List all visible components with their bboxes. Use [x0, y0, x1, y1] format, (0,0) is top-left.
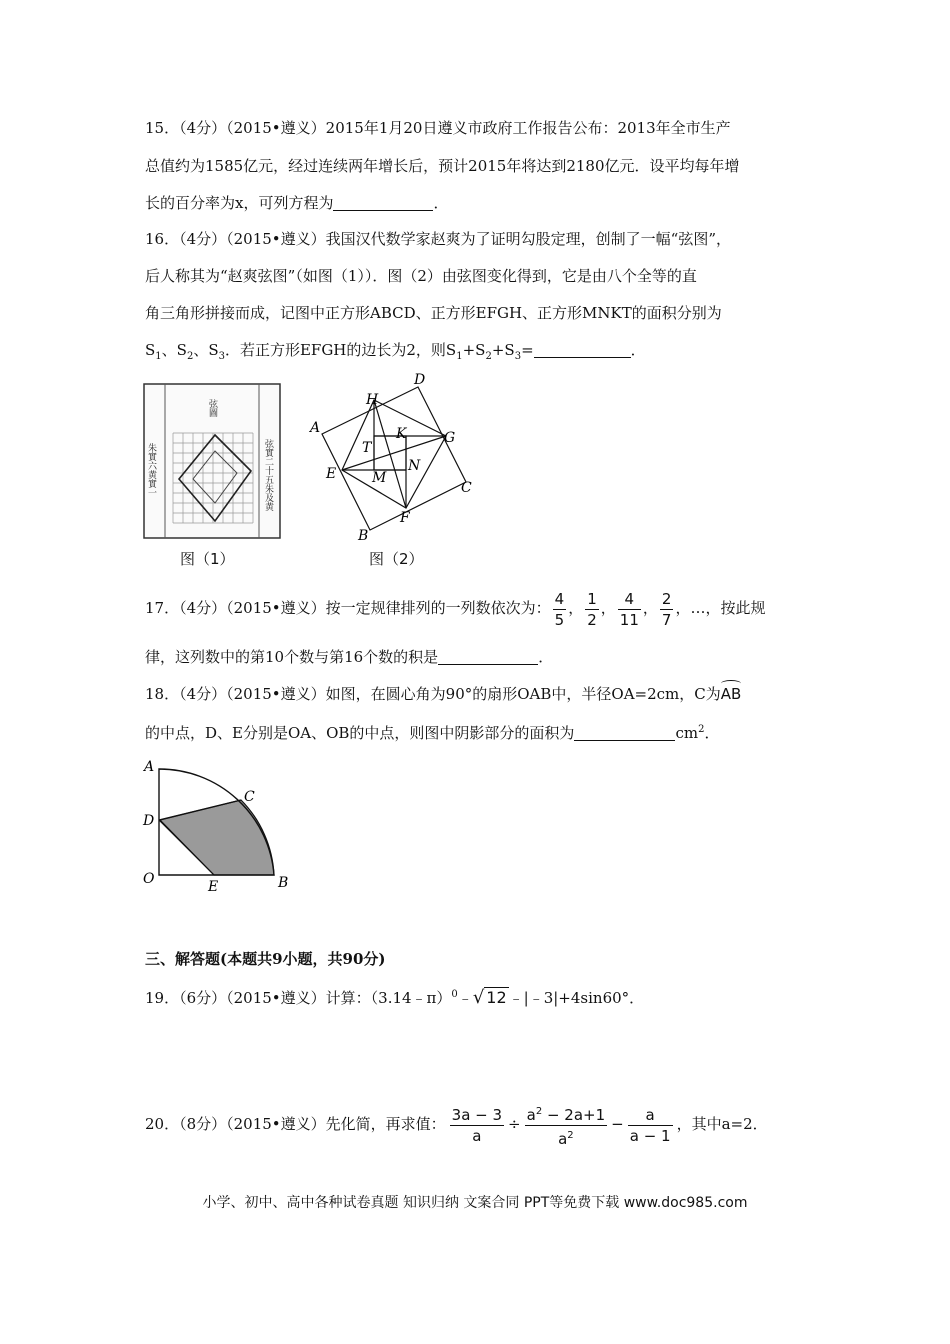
- q16-s2: 、S: [161, 341, 187, 359]
- q20-frac-3-den: a − 1: [629, 1126, 671, 1145]
- q20-frac-2-den-base: a: [558, 1129, 568, 1148]
- q15-line3-text: 长的百分率为x，可列方程为: [145, 194, 334, 212]
- q20-line: [145, 1100, 768, 1149]
- q19-sqrt-value: 12: [486, 988, 507, 1007]
- q16-end: ．: [630, 341, 646, 359]
- q19-sqrt-sign: √: [472, 987, 485, 1008]
- q16-line3: 角三角形拼接而成，记图中正方形ABCD、正方形EFGH、正方形MNKT的面积分别为: [145, 304, 722, 322]
- q17-frac-4-den: 7: [661, 610, 672, 629]
- fig2-label-c: C: [461, 480, 472, 496]
- q17-sep-1: ，: [568, 599, 584, 617]
- q20-frac-1: [450, 1105, 504, 1146]
- q20-frac-2-den: [525, 1126, 608, 1149]
- q16-sub3b: 3: [514, 351, 522, 362]
- q16-sub1: 1: [155, 351, 162, 362]
- q17-frac-2-den: 2: [587, 610, 597, 629]
- q16-sub2b: 2: [485, 351, 492, 362]
- q20-frac-2-num-rest: − 2a+1: [542, 1105, 606, 1124]
- fig2-label-d: D: [414, 372, 426, 388]
- q18-unit: cm: [675, 724, 699, 742]
- q18-label-c: C: [244, 789, 255, 805]
- q20-frac-2: [525, 1102, 608, 1149]
- footer-ad: 小学、初中、高中各种试卷真题 知识归纳 文案合同 PPT等免费下载 www.doc985.com: [202, 1195, 748, 1211]
- q17-sep-2: ，: [600, 599, 616, 617]
- q17-frac-1-den: 5: [554, 610, 565, 629]
- q18-label-e: E: [208, 879, 219, 895]
- q19-minus: ﹣: [457, 989, 473, 1007]
- fig2-label-e: E: [326, 466, 337, 482]
- q20-frac-1-den: a: [472, 1126, 482, 1145]
- fig2-label-a: A: [310, 420, 321, 436]
- q17-frac-1: [553, 589, 567, 630]
- q18-label-b: B: [278, 875, 289, 891]
- section3-heading: 三、解答题(本题共9小题，共90分): [145, 950, 386, 968]
- q17-sep-3: ，: [642, 599, 658, 617]
- q20-frac-2-den-sup: 2: [567, 1129, 574, 1141]
- q16-plus2: +S: [491, 341, 515, 359]
- q16-plus1: +S: [462, 341, 486, 359]
- q20-frac-3: [628, 1105, 673, 1146]
- q18-end: ．: [704, 724, 720, 742]
- fig2-label-k: K: [396, 426, 407, 442]
- q15-answer-blank: [333, 194, 433, 211]
- q17-frac-3: [618, 589, 641, 630]
- fig2-label-n: N: [408, 458, 421, 474]
- q17-line2: [145, 647, 553, 667]
- q16-sub3: 3: [218, 351, 225, 362]
- q20-frac-2-num: [525, 1102, 608, 1126]
- q19-pre: 19．（6分）（2015•遵义）计算：（3.14﹣π）: [145, 989, 452, 1007]
- fig2-label-t: T: [362, 440, 372, 456]
- q19-post: ﹣|﹣3|+4sin60°．: [508, 989, 645, 1007]
- fig2-caption: 图（2）: [369, 550, 424, 568]
- q15-end: ．: [433, 194, 449, 212]
- q16-sub1b: 1: [456, 351, 463, 362]
- q16-cond: ．若正方形EFGH的边长为2，则S: [224, 341, 457, 359]
- q15-line2: 总值约为1585亿元，经过连续两年增长后，预计2015年将达到2180亿元．设平均每年增: [145, 157, 740, 175]
- q17-pre: 17．（4分）（2015•遵义）按一定规律排列的一列数依次为：: [145, 599, 551, 617]
- q17-answer-blank: [438, 648, 538, 665]
- q15-line1: 15．（4分）（2015•遵义）2015年1月20日遵义市政府工作报告公布：2013年全市生产: [145, 119, 731, 137]
- q17-frac-3-den: 11: [619, 610, 639, 629]
- fig1-right-text: 弦實二十五朱及黄: [263, 439, 273, 511]
- q16-line4: [145, 340, 646, 367]
- q17-frac-3-num: 4: [618, 589, 641, 610]
- q18-line1: [145, 684, 741, 704]
- q18-label-d: D: [143, 813, 155, 829]
- q20-frac-1-num: 3a − 3: [451, 1105, 503, 1124]
- q17-post: ，…，按此规: [675, 599, 766, 617]
- fig2-label-m: M: [372, 470, 387, 486]
- q18-arc-ab: AB: [720, 685, 742, 703]
- q17-frac-4: [660, 589, 674, 630]
- q16-answer-blank: [534, 341, 631, 358]
- q17-frac-2-num: 1: [587, 589, 597, 608]
- q16-s: S: [145, 341, 156, 359]
- q18-label-o: O: [143, 871, 155, 887]
- q20-frac-2-num-base: a: [526, 1105, 536, 1124]
- q17-line2-text: 律，这列数中的第10个数与第16个数的积是: [145, 648, 439, 666]
- q16-eq: =: [521, 341, 534, 359]
- fig2-label-h: H: [366, 392, 379, 408]
- q18-unit-sup: 2: [698, 724, 705, 735]
- fig2-label-f: F: [400, 510, 410, 526]
- fig1-caption: 图（1）: [180, 550, 235, 568]
- q18-line1-text: 18．（4分）（2015•遵义）如图，在圆心角为90°的扇形OAB中，半径OA=2cm，C为: [145, 685, 721, 703]
- q19-line: [145, 983, 644, 1010]
- q20-frac-3-num: a: [628, 1105, 673, 1126]
- fig1-title: 弦圖: [207, 399, 217, 417]
- fig2-diagram: [306, 370, 486, 545]
- q18-line2: [145, 720, 719, 743]
- q20-minus: −: [611, 1115, 624, 1133]
- q17-frac-1-num: 4: [554, 589, 565, 608]
- q19-sup: 0: [451, 989, 458, 1000]
- fig1-chord-diagram: [143, 383, 283, 543]
- q18-sector-figure: [140, 757, 295, 895]
- q18-label-a: A: [144, 759, 155, 775]
- q17-end: ．: [538, 648, 554, 666]
- fig2-label-g: G: [444, 430, 456, 446]
- q16-sub2: 2: [186, 351, 194, 362]
- q16-line1: 16．（4分）（2015•遵义）我国汉代数学家赵爽为了证明勾股定理，创制了一幅“弦图”，: [145, 230, 731, 248]
- q20-post: ，其中a=2．: [676, 1115, 768, 1133]
- q15-line3: [145, 193, 448, 213]
- q20-pre: 20．（8分）（2015•遵义）先化简，再求值：: [145, 1115, 446, 1133]
- q20-frac-2-num-sup: 2: [535, 1105, 543, 1117]
- q18-answer-blank: [574, 724, 675, 741]
- q16-line2: 后人称其为“赵爽弦图”（如图（1））．图（2）由弦图变化得到，它是由八个全等的直: [145, 267, 697, 285]
- q17-frac-4-num: 2: [661, 589, 672, 608]
- fig2-label-b: B: [358, 528, 369, 544]
- fig1-left-text: 朱實六黄實一: [146, 443, 156, 497]
- q18-line2-text: 的中点，D、E分别是OA、OB的中点，则图中阴影部分的面积为: [145, 724, 575, 742]
- q17-frac-2: [585, 589, 599, 630]
- q16-s3: 、S: [193, 341, 219, 359]
- q20-div: ÷: [508, 1115, 521, 1133]
- q17-line1: [145, 587, 765, 630]
